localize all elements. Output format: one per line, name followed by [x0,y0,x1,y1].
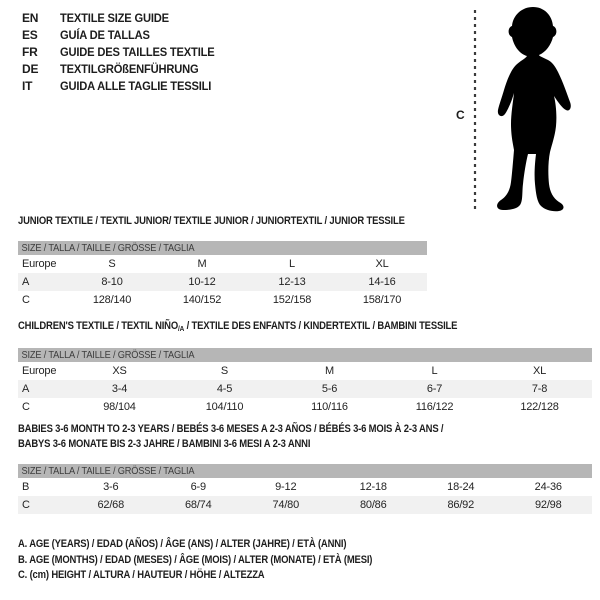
table-cell: 24-36 [534,481,562,493]
language-code: EN [22,10,39,25]
title-text: BABIES 3-6 MONTH TO 2-3 YEARS / BEBÉS 3-6 MESES A 2-3 AÑOS / BÉBÉS 3-6 MOIS À 2-3 ANS / [18,423,444,435]
table-cell: 104/110 [205,401,244,413]
language-title-list [22,9,226,94]
table-cell: L [289,258,295,270]
table-cell: 6-9 [190,481,206,493]
table-cell: 12-18 [359,481,387,493]
junior-size-table [18,214,427,309]
table-cell: S [220,365,229,377]
table-cell: L [431,365,438,377]
table-cell: 92/98 [534,499,562,511]
language-row [22,26,226,43]
table-cell: 8-10 [101,276,123,288]
row-label: C [22,499,30,511]
table-cell: XS [112,365,127,377]
table-cell: 10-12 [188,276,216,288]
table-row-c [18,496,592,514]
table-cell: 6-7 [426,383,443,395]
table-cell: 158/170 [362,294,402,306]
row-label: A [22,276,30,288]
size-header-text: SIZE / TALLA / TAILLE / GRÖSSE / TAGLIA [21,465,195,477]
table-cell: 98/104 [103,401,136,413]
table-title-line [18,214,405,229]
title-text: CHILDREN'S TEXTILE / TEXTIL NIÑO [18,320,179,332]
table-cell: 68/74 [184,499,212,511]
language-code: ES [22,27,38,42]
table-row-a [18,380,592,398]
table-cell: 140/152 [182,294,222,306]
footnote-line: B. AGE (MONTHS) / EDAD (MESES) / ÂGE (MOIS) / ALTER (MONATE) / ETÀ (MESI) [18,553,373,566]
table-row-c [18,291,427,309]
table-cell: XL [532,365,547,377]
babies-textile-title [18,422,512,452]
title-text: BABYS 3-6 MONATE BIS 2-3 JAHRE / BAMBINI 3-6 MESI A 2-3 ANNI [18,438,311,450]
table-row-europe [18,255,427,273]
table-cell: XL [375,258,389,270]
size-header-bar [18,348,592,362]
table-cell: S [108,258,116,270]
table-cell: 110/116 [311,401,348,413]
table-cell: M [197,258,207,270]
toddler-figure [450,4,598,216]
table-cell: 4-5 [216,383,233,395]
table-row-europe [18,362,592,380]
row-label: A [22,383,30,395]
table-cell: 80/86 [359,499,387,511]
language-title: GUÍA DE TALLAS [60,27,150,42]
table-cell: 152/158 [272,294,312,306]
height-measure-label: C [456,108,465,122]
table-cell: 14-16 [368,276,396,288]
size-header-text: SIZE / TALLA / TAILLE / GRÖSSE / TAGLIA [21,242,195,254]
subscript-text: /A [178,324,185,333]
row-label: C [22,294,30,306]
table-cell: 5-6 [321,383,338,395]
language-title: GUIDE DES TAILLES TEXTILE [60,44,215,59]
table-cell: 116/122 [415,401,454,413]
table-row-a [18,273,427,291]
language-code: IT [22,78,33,93]
row-label: Europe [22,365,57,377]
language-row [22,43,226,60]
row-label: B [22,481,30,493]
language-row [22,9,226,26]
table-cell: 62/68 [97,499,125,511]
table-title-line [18,319,512,336]
table-cell: 128/140 [92,294,132,306]
table-cell: 9-12 [275,481,297,493]
toddler-silhouette [497,7,571,211]
table-title-line [18,437,512,452]
title-text: JUNIOR TEXTILE / TEXTIL JUNIOR/ TEXTILE JUNIOR / JUNIORTEXTIL / JUNIOR TESSILE [18,215,405,227]
table-cell: 7-8 [531,383,548,395]
size-header-bar [18,464,592,478]
language-title: TEXTILGRÖßENFÜHRUNG [60,61,199,76]
language-code: FR [22,44,38,59]
table-row-c [18,398,592,416]
toddler-silhouette-svg [450,4,598,216]
table-row-b [18,478,592,496]
language-title: TEXTILE SIZE GUIDE [60,10,169,25]
title-text: / TEXTILE DES ENFANTS / KINDERTEXTIL / BAMBINI TESSILE [184,320,458,332]
language-row [22,60,226,77]
row-label: C [22,401,30,413]
footnote-line: A. AGE (YEARS) / EDAD (AÑOS) / ÂGE (ANS) / ALTER (JAHRE) / ETÀ (ANNI) [18,538,347,550]
babies-size-table [18,422,592,514]
table-cell: 12-13 [278,276,306,288]
table-cell: 3-4 [111,383,128,395]
size-header-text: SIZE / TALLA / TAILLE / GRÖSSE / TAGLIA [21,349,195,361]
row-label: Europe [22,258,57,270]
table-cell: 86/92 [447,499,475,511]
footnotes [18,537,430,584]
children-textile-title [18,319,512,336]
junior-textile-title [18,214,405,229]
table-cell: M [325,365,334,377]
table-cell: 3-6 [103,481,119,493]
language-title: GUIDA ALLE TAGLIE TESSILI [60,78,212,93]
table-title-line [18,422,512,437]
language-code: DE [22,61,39,76]
table-cell: 122/128 [520,401,559,413]
size-header-bar [18,241,427,255]
table-cell: 74/80 [272,499,300,511]
children-size-table [18,319,592,416]
footnote-line: C. (cm) HEIGHT / ALTURA / HAUTEUR / HÖHE / ALTEZZA [18,569,265,581]
table-cell: 18-24 [447,481,475,493]
language-row [22,77,226,94]
